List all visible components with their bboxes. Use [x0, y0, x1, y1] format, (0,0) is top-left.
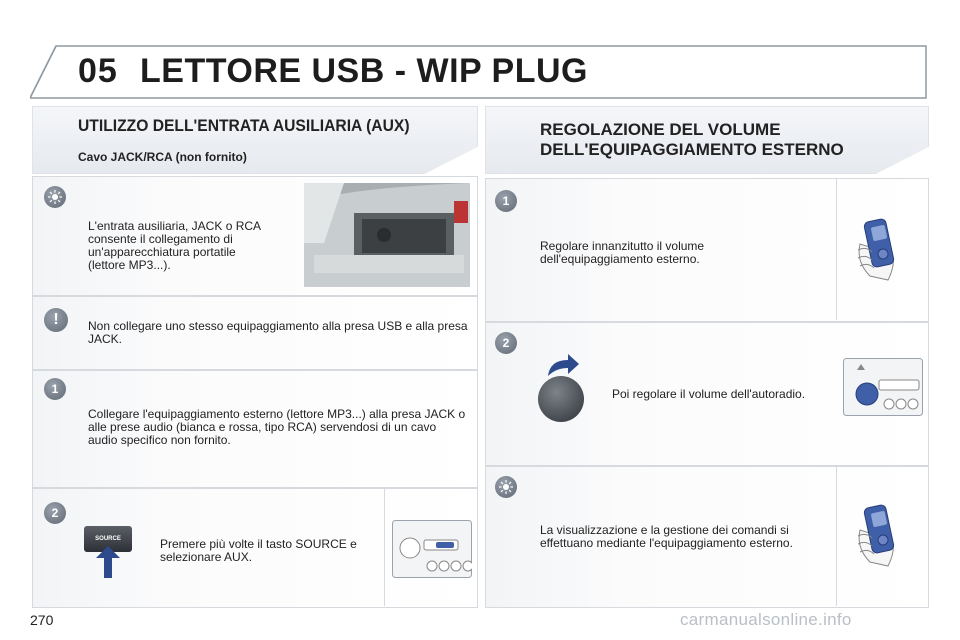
- left-warning-text: Non collegare uno stesso equipaggiamento alla presa USB e alla presa JACK.: [88, 319, 468, 346]
- right-info-text: La visualizzazione e la gestione dei comandi si effettuano mediante l'equipaggiamento esterno.: [540, 523, 793, 550]
- left-section-subtitle: Cavo JACK/RCA (non fornito): [78, 150, 247, 164]
- right-step2-text: Poi regolare il volume dell'autoradio.: [612, 387, 806, 401]
- warning-icon: !: [44, 308, 68, 332]
- left-step1-badge: 1: [44, 378, 66, 400]
- info-icon: [44, 186, 66, 208]
- left-step2-badge: 2: [44, 502, 66, 524]
- right-step1-text: Regolare innanzitutto il volume dell'equipaggiamento esterno.: [540, 239, 705, 266]
- chapter-number: 05: [78, 52, 118, 90]
- left-step2-divider: [384, 488, 385, 606]
- right-section-title-line1: REGOLAZIONE DEL VOLUME: [540, 120, 781, 139]
- left-info-text: L'entrata ausiliaria, JACK o RCA consente il collegamento di un'apparecchiatura portatile (lettore MP3...).: [88, 219, 261, 272]
- right-step1-badge: 1: [495, 190, 517, 212]
- right-info-divider: [836, 466, 837, 606]
- page-number: 270: [30, 612, 54, 628]
- watermark: carmanualsonline.info: [680, 610, 852, 629]
- curved-arrow-icon: [546, 352, 580, 378]
- radio-panel-left: [392, 520, 472, 578]
- left-section-title: UTILIZZO DELL'ENTRATA AUSILIARIA (AUX): [78, 116, 410, 135]
- arrow-up-icon: [96, 546, 120, 578]
- page-title: LETTORE USB - WIP PLUG: [140, 52, 588, 90]
- left-step2-text: Premere più volte il tasto SOURCE e selezionare AUX.: [160, 537, 357, 564]
- glovebox-photo: [304, 183, 470, 287]
- volume-knob: [538, 376, 584, 422]
- mp3-player-hand-icon: [852, 214, 908, 284]
- right-section-title-line2: DELL'EQUIPAGGIAMENTO ESTERNO: [540, 140, 844, 159]
- left-step1-text: Collegare l'equipaggiamento esterno (lettore MP3...) alla presa JACK o alle prese audio (bianca e rossa, tipo RCA) servendosi di un cavo audio specifico non fornito.: [88, 407, 466, 447]
- right-section-title: [540, 120, 900, 160]
- right-step1-divider: [836, 178, 837, 320]
- source-key: SOURCE: [84, 526, 132, 552]
- right-step2-badge: 2: [495, 332, 517, 354]
- mp3-player-hand-icon: [852, 500, 908, 570]
- radio-panel-right: [843, 358, 923, 416]
- info-icon: [495, 476, 517, 498]
